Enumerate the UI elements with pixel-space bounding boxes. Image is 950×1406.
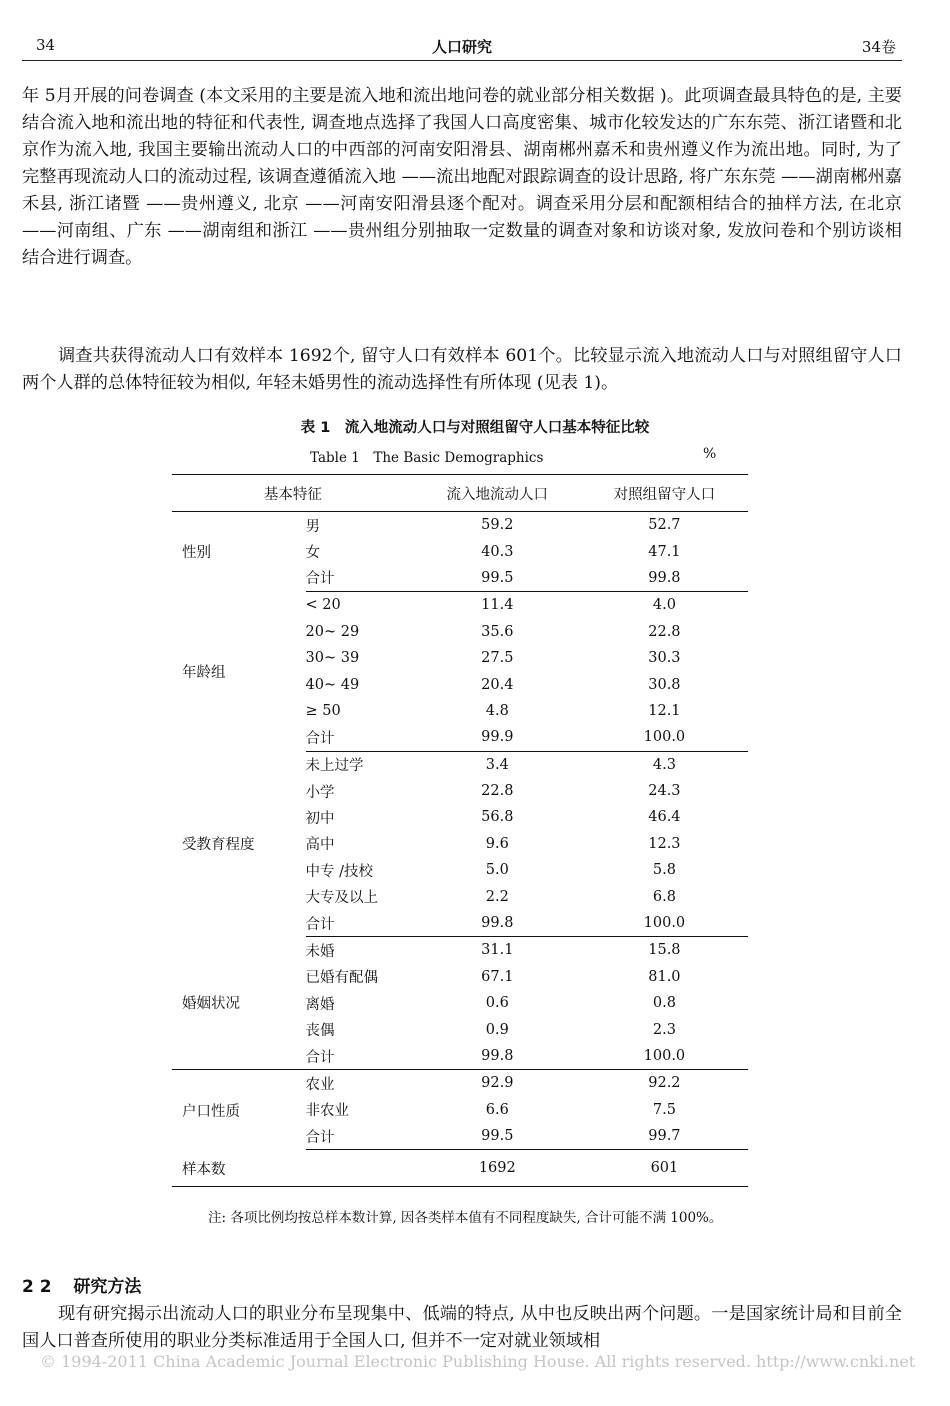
copyright-footer: © 1994-2011 China Academic Journal Electronic Publishing House. All rights reserved. http://www.cnki.net [40, 1352, 916, 1371]
table-header-row [172, 475, 748, 512]
row-label: 30~ 39 [305, 650, 360, 667]
migrant-value: 67.1 [481, 968, 514, 985]
row-label: 合计 [306, 1123, 414, 1150]
migrant-value: 0.9 [485, 1021, 509, 1038]
left-behind-value: 2.3 [652, 1021, 676, 1038]
migrant-value: 99.9 [414, 724, 581, 751]
table-group [172, 1070, 748, 1150]
migrant-value: 11.4 [481, 597, 514, 614]
migrant-value: 99.5 [414, 1123, 581, 1150]
volume-label: 34卷 [861, 38, 896, 56]
journal-name: 人口研究 [431, 38, 492, 56]
migrant-value: 3.4 [485, 756, 509, 773]
table-row [172, 592, 748, 619]
left-behind-value: 12.1 [648, 702, 681, 719]
left-behind-value: 100.0 [581, 724, 748, 751]
migrant-value: 9.6 [485, 835, 509, 852]
left-behind-value: 12.3 [648, 835, 681, 852]
left-behind-value: 100.0 [581, 910, 748, 937]
migrant-value: 2.2 [485, 888, 509, 905]
sample-size-row [172, 1150, 748, 1187]
table-group [172, 592, 748, 751]
migrant-value: 4.8 [485, 702, 509, 719]
left-behind-value: 22.8 [648, 623, 681, 640]
left-behind-value: 4.3 [652, 756, 676, 773]
row-label: 男 [305, 518, 321, 535]
migrant-value: 22.8 [481, 783, 514, 800]
demographics-table [172, 474, 748, 1187]
migrant-value: 5.0 [485, 862, 509, 879]
row-label: 合计 [306, 910, 414, 937]
left-behind-value: 100.0 [581, 1043, 748, 1070]
table-row [172, 937, 748, 964]
row-label: 合计 [306, 724, 414, 751]
group-label: 婚姻状况 [182, 996, 240, 1013]
row-label: 40~ 49 [305, 676, 360, 693]
migrant-value: 99.5 [414, 565, 581, 592]
table-group [172, 751, 748, 937]
sample-size-migrants: 1692 [414, 1150, 581, 1187]
left-behind-value: 4.0 [652, 597, 676, 614]
section-title: 研究方法 [73, 1277, 142, 1297]
row-label: 未婚 [305, 943, 335, 960]
migrant-value: 59.2 [481, 517, 514, 534]
left-behind-value: 46.4 [648, 809, 681, 826]
left-behind-value: 7.5 [652, 1101, 676, 1118]
row-label: 小学 [305, 784, 335, 801]
left-behind-value: 81.0 [648, 968, 681, 985]
migrant-value: 99.8 [414, 1043, 581, 1070]
table-group [172, 512, 748, 592]
left-behind-value: 0.8 [652, 995, 676, 1012]
body-paragraph-3: 现有研究揭示出流动人口的职业分布呈现集中、低端的特点, 从中也反映出两个问题。一是国家统计局和目前全国人口普查所使用的职业分类标准适用于全国人口, 但并不一定对就业领域相 [22, 1304, 902, 1351]
group-label: 受教育程度 [182, 837, 255, 854]
table-row [172, 1070, 748, 1097]
table-note: 注: 各项比例均按总样本数计算, 因各类样本值有不同程度缺失, 合计可能不满 100%。 [208, 1210, 723, 1226]
table-unit: % [703, 446, 717, 462]
group-label: 户口性质 [172, 1070, 306, 1150]
migrant-value: 31.1 [481, 942, 514, 959]
table-caption-cn: 表 1 流入地流动人口与对照组留守人口基本特征比较 [300, 420, 650, 436]
left-behind-value: 5.8 [652, 862, 676, 879]
header-migrants: 流入地流动人口 [414, 475, 581, 512]
left-behind-value: 52.7 [648, 517, 681, 534]
group-label: 性别 [182, 545, 211, 562]
body-paragraph-2: 调查共获得流动人口有效样本 1692个, 留守人口有效样本 601个。比较显示流入地流动人口与对照组留守人口两个人群的总体特征较为相似, 年轻未婚男性的流动选择性有所体现 (见表 1)。 [22, 346, 902, 393]
row-label: 合计 [306, 1043, 414, 1070]
table-row [172, 751, 748, 778]
page-header [22, 34, 902, 61]
row-label: 未上过学 [305, 758, 364, 775]
table-group [172, 937, 748, 1070]
left-behind-value: 24.3 [648, 783, 681, 800]
left-behind-value: 6.8 [652, 888, 676, 905]
row-label: 20~ 29 [305, 623, 360, 640]
row-label: 非农业 [305, 1103, 350, 1120]
migrant-value: 27.5 [481, 650, 514, 667]
row-label: 初中 [305, 810, 335, 827]
left-behind-value: 15.8 [648, 942, 681, 959]
group-label: 年龄组 [182, 664, 226, 681]
row-label: 大专及以上 [305, 890, 379, 907]
row-label: 已婚有配偶 [305, 970, 379, 987]
migrant-value: 20.4 [481, 676, 514, 693]
migrant-value: 56.8 [481, 809, 514, 826]
row-label: ≥ 50 [305, 702, 341, 719]
sample-size-label: 样本数 [172, 1150, 414, 1187]
row-label: 农业 [306, 1070, 414, 1097]
section-heading [22, 1272, 141, 1297]
page-number: 34 [36, 36, 56, 54]
sample-size-left-behind: 601 [581, 1150, 748, 1187]
row-label: 合计 [306, 565, 414, 592]
row-label: < 20 [305, 597, 341, 614]
row-label: 中专 /技校 [305, 863, 374, 880]
row-label: 丧偶 [305, 1023, 335, 1040]
header-left-behind: 对照组留守人口 [581, 475, 748, 512]
migrant-value: 0.6 [485, 995, 509, 1012]
migrant-value: 40.3 [481, 543, 514, 560]
migrant-value: 35.6 [481, 623, 514, 640]
left-behind-value: 30.3 [648, 650, 681, 667]
left-behind-value: 30.8 [648, 676, 681, 693]
body-paragraph-1: 年 5月开展的问卷调查 (本文采用的主要是流入地和流出地问卷的就业部分相关数据 )。此项调查最具特色的是, 主要结合流入地和流出地的特征和代表性, 调查地点选择了我国人口高度密集、城市化较发达的广东东莞、浙江诸暨和北京作为流入地, 我国主要输出流动人口的中西部的河南安阳滑县、湖南郴州嘉禾和贵州遵义作为流出地。同时, 为了完整再现流动人口的流动过程, 该调查遵循流入地 ——流出地配对跟踪调查的设计思路, 将广东东莞 ——湖南郴州嘉禾县, 浙江诸暨 ——贵州遵义, 北京 ——河南安阳滑县逐个配对。调查采用分层和配额相结合的抽样方法, 在北京 ——河南组、广东 ——湖南组和浙江 ——贵州组分别抽取一定数量的调查对象和访谈对象, 发放问卷和个别访谈相结合进行调查。 [22, 86, 902, 268]
left-behind-value: 92.2 [581, 1070, 748, 1097]
migrant-value: 92.9 [414, 1070, 581, 1097]
row-label: 女 [305, 545, 321, 562]
left-behind-value: 47.1 [648, 543, 681, 560]
header-basic-features: 基本特征 [172, 475, 414, 512]
left-behind-value: 99.8 [581, 565, 748, 592]
left-behind-value: 99.7 [581, 1123, 748, 1150]
migrant-value: 6.6 [485, 1101, 509, 1118]
migrant-value: 99.8 [414, 910, 581, 937]
section-number: 2 2 [22, 1277, 52, 1297]
table-row [172, 512, 748, 539]
row-label: 高中 [305, 837, 335, 854]
row-label: 离婚 [305, 996, 335, 1013]
table-caption-en: Table 1 The Basic Demographics [310, 450, 544, 466]
